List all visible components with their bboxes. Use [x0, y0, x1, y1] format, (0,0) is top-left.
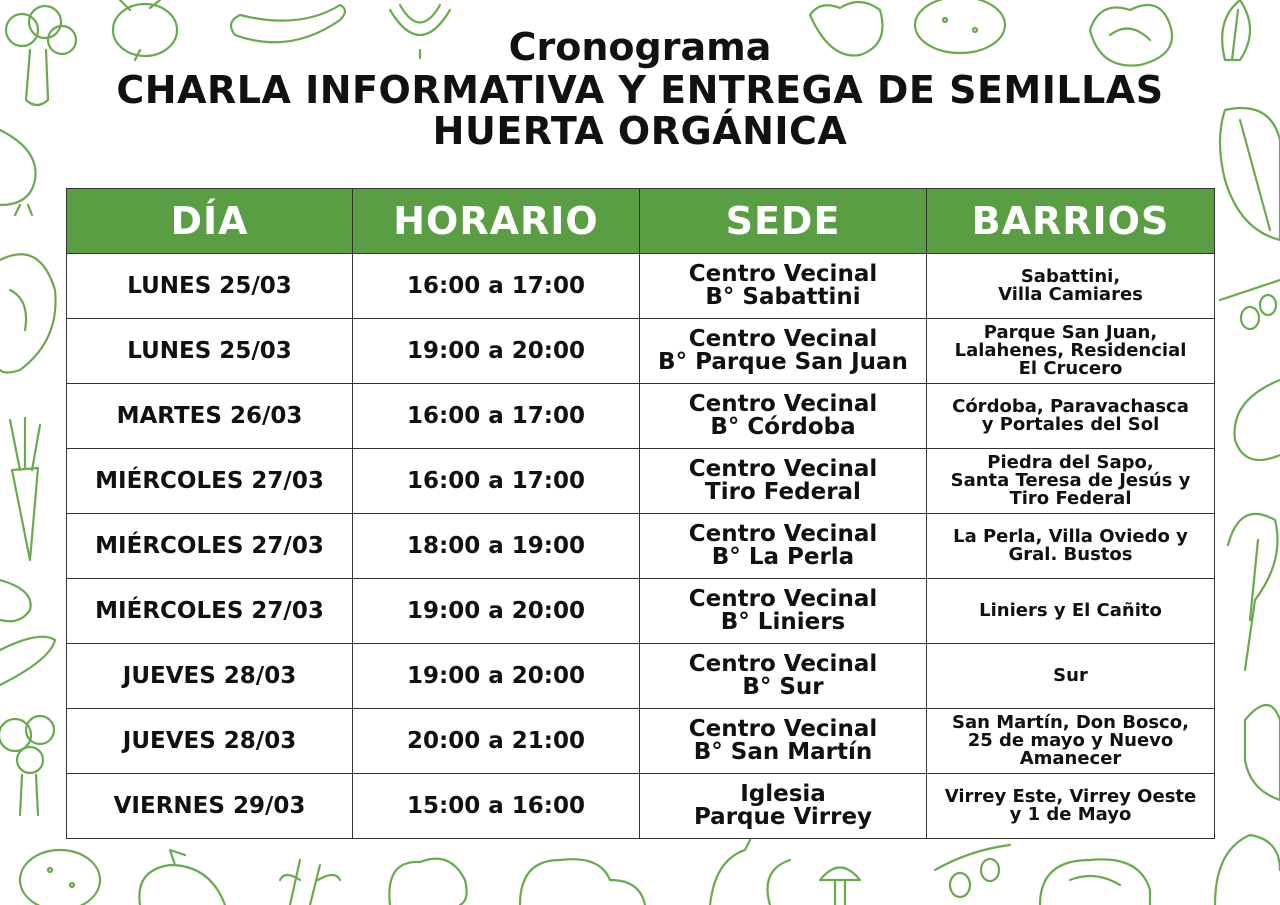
- sede-text: Centro Vecinal B° Sur: [688, 651, 878, 700]
- cabbage-icon: [0, 254, 56, 372]
- cell-sede: [640, 644, 927, 709]
- cell-dia: LUNES 25/03: [67, 319, 353, 384]
- schedule-table: [66, 188, 1215, 839]
- mushroom-icon: [820, 868, 860, 905]
- garlic-icon: [0, 580, 31, 621]
- sede-text: Centro Vecinal B° San Martín: [688, 716, 878, 765]
- cell-dia: JUEVES 28/03: [67, 709, 353, 774]
- cell-sede: [640, 254, 927, 319]
- eggplant-icon-2: [710, 840, 790, 905]
- sede-text: Centro Vecinal B° Córdoba: [688, 391, 878, 440]
- cell-barrios: [927, 384, 1215, 449]
- cabbage-icon-2: [1040, 859, 1150, 905]
- broccoli-icon-2: [0, 716, 54, 815]
- cell-sede: [640, 579, 927, 644]
- page-title: [0, 24, 1280, 152]
- table-row: [67, 319, 1215, 384]
- sede-text: Centro Vecinal Tiro Federal: [688, 456, 878, 505]
- pumpkin-icon: [139, 850, 225, 905]
- table-row: [67, 774, 1215, 839]
- cell-sede: [640, 319, 927, 384]
- title-charla: CHARLA INFORMATIVA Y ENTREGA DE SEMILLAS: [116, 68, 1164, 112]
- cell-horario: 19:00 a 20:00: [353, 319, 640, 384]
- sede-text: Centro Vecinal B° Liniers: [688, 586, 878, 635]
- cell-sede: [640, 449, 927, 514]
- table-row: [67, 579, 1215, 644]
- cell-horario: 16:00 a 17:00: [353, 384, 640, 449]
- cell-dia: LUNES 25/03: [67, 254, 353, 319]
- table-row: [67, 514, 1215, 579]
- title-cronograma: Cronograma: [508, 25, 772, 69]
- cell-barrios: [927, 774, 1215, 839]
- barrios-text: San Martín, Don Bosco, 25 de mayo y Nuevo Amanecer: [952, 712, 1189, 769]
- cauliflower-icon: [520, 859, 645, 905]
- title-huerta: HUERTA ORGÁNICA: [432, 109, 848, 153]
- lettuce-icon-3: [389, 859, 466, 905]
- barrios-text: Sur: [1053, 665, 1088, 686]
- column-header-horario: HORARIO: [353, 189, 640, 254]
- olive-branch-icon: [1220, 280, 1280, 329]
- table-header-row: [67, 189, 1215, 254]
- cell-horario: 15:00 a 16:00: [353, 774, 640, 839]
- cucumber-icon: [0, 637, 55, 685]
- table-row: [67, 449, 1215, 514]
- barrios-text: Piedra del Sapo, Santa Teresa de Jesús y Tiro Federal: [950, 452, 1191, 509]
- cell-horario: 16:00 a 17:00: [353, 449, 640, 514]
- cell-horario: 16:00 a 17:00: [353, 254, 640, 319]
- cell-barrios: [927, 709, 1215, 774]
- barrios-text: La Perla, Villa Oviedo y Gral. Bustos: [953, 526, 1188, 565]
- sede-text: Centro Vecinal B° La Perla: [688, 521, 878, 570]
- cell-dia: MIÉRCOLES 27/03: [67, 514, 353, 579]
- cell-dia: VIERNES 29/03: [67, 774, 353, 839]
- cell-barrios: [927, 644, 1215, 709]
- table-row: [67, 644, 1215, 709]
- barrios-text: Virrey Este, Virrey Oeste y 1 de Mayo: [944, 786, 1197, 825]
- cell-barrios: [927, 514, 1215, 579]
- column-header-dia: DÍA: [67, 189, 353, 254]
- barrios-text: Sabattini, Villa Camiares: [998, 266, 1143, 305]
- sede-text: Iglesia Parque Virrey: [693, 781, 873, 830]
- spinach-icon: [1228, 514, 1278, 670]
- olive-branch-icon-2: [935, 845, 1010, 897]
- barrios-text: Parque San Juan, Lalahenes, Residencial El Crucero: [954, 322, 1187, 379]
- eggplant-icon: [1235, 380, 1280, 460]
- cell-dia: JUEVES 28/03: [67, 644, 353, 709]
- cell-barrios: [927, 319, 1215, 384]
- carrot-icon: [10, 418, 40, 560]
- cell-barrios: [927, 449, 1215, 514]
- herb-icon: [280, 860, 340, 905]
- table-row: [67, 709, 1215, 774]
- potato-icon-2: [20, 850, 100, 905]
- cell-sede: [640, 384, 927, 449]
- cell-dia: MIÉRCOLES 27/03: [67, 579, 353, 644]
- barrios-text: Liniers y El Cañito: [979, 600, 1162, 621]
- barrios-text: Córdoba, Paravachasca y Portales del Sol: [952, 396, 1189, 435]
- cell-horario: 19:00 a 20:00: [353, 579, 640, 644]
- spinach-icon-2: [1215, 835, 1280, 905]
- cell-barrios: [927, 579, 1215, 644]
- sede-text: Centro Vecinal B° Sabattini: [688, 261, 878, 310]
- cell-horario: 20:00 a 21:00: [353, 709, 640, 774]
- table-row: [67, 254, 1215, 319]
- lettuce-icon-2: [1245, 705, 1280, 800]
- column-header-barrios: BARRIOS: [927, 189, 1215, 254]
- cell-sede: [640, 774, 927, 839]
- cell-dia: MIÉRCOLES 27/03: [67, 449, 353, 514]
- cell-sede: [640, 514, 927, 579]
- cell-horario: 19:00 a 20:00: [353, 644, 640, 709]
- table-row: [67, 384, 1215, 449]
- cell-horario: 18:00 a 19:00: [353, 514, 640, 579]
- sede-text: Centro Vecinal B° Parque San Juan: [658, 326, 908, 375]
- cell-barrios: [927, 254, 1215, 319]
- cell-dia: MARTES 26/03: [67, 384, 353, 449]
- column-header-sede: SEDE: [640, 189, 927, 254]
- cell-sede: [640, 709, 927, 774]
